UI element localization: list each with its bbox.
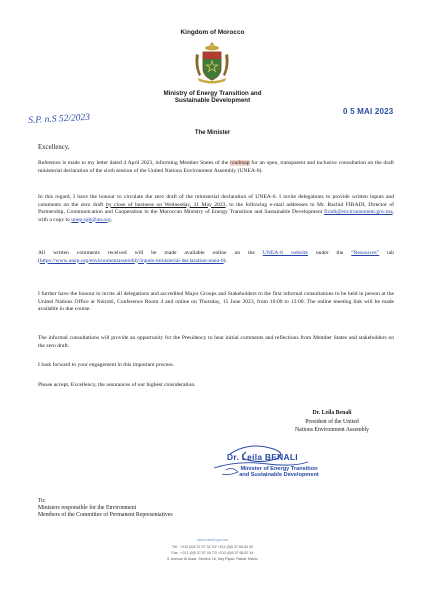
stamp-title xyxy=(224,466,334,479)
firadi-email-link[interactable]: firadi@environnement.gov.ma xyxy=(324,209,393,215)
paragraph-consultations: I further have the honour to invite all delegations and accredited Major Groups and Stakeholders to the first informal consultations to be held in person at the United Nations Office at Nairobi, Conference Room 4 and online on Thursday, 15 June 2023, from 10:00 to 13:00. The online meeting link will be made available in due course. xyxy=(38,291,394,312)
text-span: ). xyxy=(223,257,227,264)
coat-of-arms-icon xyxy=(192,40,232,86)
recipients-block xyxy=(38,498,173,520)
footer-phone: Tél : +212 (0)5 37 57 34 70/ +212 (0)5 37 68 84 00 xyxy=(172,545,253,549)
to-label: To: xyxy=(38,498,46,504)
resources-tab-link[interactable]: “Resources” xyxy=(351,250,380,256)
kingdom-heading: Kingdom of Morocco xyxy=(180,29,245,36)
handwritten-reference-number: S.P. n.S 52/2023 xyxy=(28,112,91,126)
signatory-title-line-2: Nations Environment Assembly xyxy=(294,427,370,433)
text-span: tab ( xyxy=(38,250,394,264)
ministry-heading xyxy=(0,90,425,105)
minister-heading: The Minister xyxy=(194,130,231,136)
ministry-line-1: Ministry of Energy Transition and xyxy=(163,90,262,97)
recipient-line-1: Ministers responsible for the Environment xyxy=(38,505,137,512)
stamp-title-line-1: Minister of Energy Transition xyxy=(240,466,318,472)
text-span: . xyxy=(110,216,113,223)
signatory-title-line-1: President of the United xyxy=(305,419,359,425)
stamp-title-line-2: and Sustainable Development xyxy=(239,472,319,479)
footer-address: 9, Avenue Al Araar, Secteur 16, Hay Riyad, Rabat, Maroc xyxy=(167,557,258,561)
inputs-url-link[interactable]: https://www.unep.org/environmentassembly/inputs-ministerial-declaration-unea-6 xyxy=(39,257,224,264)
text-span: for an open, transparent and inclusive consultation on the draft ministerial declaration of the sixth session of the United Nations Environment Assembly (UNEA-6). xyxy=(38,160,394,174)
signatory-name: Dr. Leila Benali xyxy=(312,410,352,416)
paragraph-closing: Please accept, Excellency, the assurances of our highest consideration. xyxy=(38,382,196,388)
paragraph-reference xyxy=(38,160,394,175)
stamp-name: Dr. Leila BENALI xyxy=(227,452,298,462)
roadmap-highlight: roadmap xyxy=(230,160,250,166)
paragraph-engagement: I look forward to your engagement in this important process. xyxy=(38,362,175,368)
paragraph-opportunity: The informal consultations will provide an opportunity for the Presidency to hear initial comments and reflections from Member States and stakeholders on the zero draft. xyxy=(38,335,394,349)
text-span: All written comments received will be made available online on the xyxy=(38,250,263,256)
recipient-line-2: Members of the Committee of Permanent Representatives xyxy=(38,512,173,519)
paragraph-comments-online xyxy=(38,250,394,265)
text-span: In this regard, I have the honour to circulate the zero draft of the ministerial declaration of UNEA-6. I invite delegations to provide written inputs and comments on the zero draft xyxy=(38,194,394,208)
date-stamp: 0 5 MAI 2023 xyxy=(343,107,394,116)
salutation: Excellency, xyxy=(38,144,70,151)
ministry-line-2: Sustainable Development xyxy=(174,97,251,105)
text-span: under the xyxy=(307,250,352,256)
unea6-website-link[interactable]: UNEA-6 website xyxy=(262,250,308,256)
text-span: , to the following e-mail addresses to Mr. Rachid FIRADI, Director of Partnership, Communication and Cooperation in the Moroccan Ministry of Energy Transition and Sustainable Development xyxy=(38,201,394,215)
footer-website: www.mtedd.gov.ma xyxy=(196,538,229,542)
paragraph-invitation xyxy=(38,194,394,224)
unep-email-link[interactable]: unep.sgb@un.org xyxy=(71,216,111,223)
text-span: , with a copy to xyxy=(38,209,394,223)
footer-fax: Fax : +212 (0)5 37 57 04 72/ +212 (0)5 37 68 87 44 xyxy=(171,551,254,555)
text-span: Reference is made to my letter dated 4 April 2023, informing Member States of the xyxy=(38,160,230,166)
deadline-text: by close of business on Wednesday, 31 May 2023 xyxy=(105,201,226,208)
